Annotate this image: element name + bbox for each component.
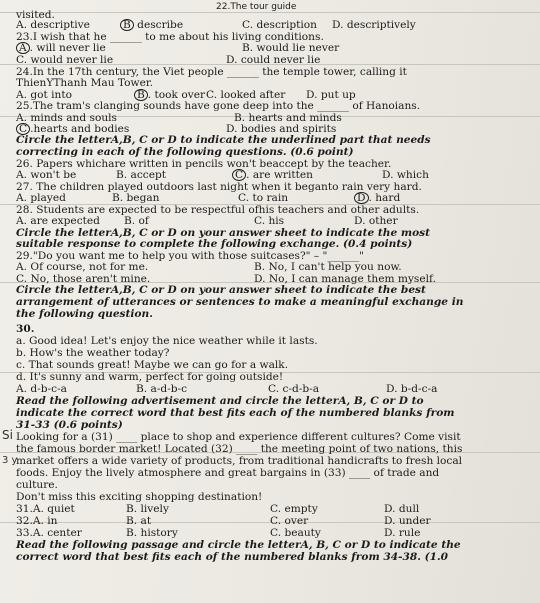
header-fragment: 22.The tour guide [216, 2, 297, 12]
q27-option-d-circled: D . hard [354, 192, 400, 204]
passage-line-2: the famous border market! Located (32) ____ the meeting point of two nations, this [16, 443, 463, 455]
instruction-error-correction-line2: correcting in each of the following questions. (0.6 point) [16, 146, 354, 158]
q30-utterance-d: d. It's sunny and warm, perfect for going outside! [16, 371, 284, 383]
q26-option-c-circled: C . are written [232, 169, 313, 181]
q30-utterance-c: c. That sounds great! Maybe we can go for a walk. [16, 359, 289, 371]
instruction-arrangement-line3: the following question. [16, 308, 153, 320]
instruction-arrangement-line2: arrangement of utterances or sentences to make a meaningful exchange in [16, 296, 464, 308]
passage-line-4: foods. Enjoy the lively atmosphere and great bargains in (33) ____ of trade and [16, 467, 440, 479]
q28-stem: 28. Students are expected to be respectful ofhis teachers and other adults. [16, 204, 420, 216]
passage-line-3: market offers a wide variety of products, from traditional handicrafts to fresh local [16, 455, 463, 467]
q24-option-b-circled: B . took over [134, 89, 205, 101]
q22-continuation: visited. [16, 9, 55, 21]
q27-stem: 27. The children played outdoors last night when it beganto rain very hard. [16, 181, 422, 193]
passage-line-6: Don't miss this exciting shopping destination! [16, 491, 263, 503]
q25-option-c-circled: C .hearts and bodies [16, 123, 129, 135]
instruction-exchange-line2: suitable response to complete the following exchange. (0.4 points) [16, 238, 413, 250]
worksheet-page: 22.The tour guide visited. A. descriptive B describe C. description D. descriptively 23.I wish that he ______ to me about his living conditions. A . will never lie B. would lie never C. would never lie D. could never lie 24.In the 17th century, the Viet people ______ the temple tower, calling it ThienYThanh Mau Tower. A. got into B . took over C. looked after D. put up 25.The tram's clanging sounds have gone deep into the ______ of Hanoians. A. minds and souls B. hearts and minds C .hearts and bodies D. bodies and spirits Circle the letterA,B, C or D to indicate the underlined part that needs correcting in each of the following questions. (0.6 point) 26. Papers whichare written in pencils won't beaccept by the teacher. A. won't be B. accept C . are written D. which 27. The children played outdoors last night when it beganto rain very hard. A. played B. began C. to rain D . hard 28. Students are expected to be respectful ofhis teachers and other adults. A. are expected B. of C. his D. other Circle the letterA,B, C or D on your answer sheet to indicate the most suitable response to complete the following exchange. (0.4 points) 29."Do you want me to help you with those suitcases?" – "______" A. Of course, not for me. B. No, I can't help you now. C. No, those aren't mine. D. No, I can manage them myself. Circle the letterA,B, C or D on your answer sheet to indicate the best arrangement of utterances or sentences to make a meaningful exchange in the following question. 30. a. Good idea! Let's enjoy the nice weather while it lasts. b. How's the weather today? c. That sounds great! Maybe we can go for a walk. d. It's sunny and warm, perfect for going outside! A. d-b-c-a B. a-d-b-c C. c-d-b-a D. b-d-c-a Read the following advertisement and circle the letterA, B, C or D to indicate the correct word that best fits each of the numbered blanks from 31-33 (0.6 points) Si Looking for a (31) ____ place to shop and experience different cultures? Come visit the famous border market! Located (32) ____ the meeting point of two nations, this 3 y market offers a wide variety of products, from traditional handicrafts to fresh local foods. Enjoy the lively atmosphere and great bargains in (33) ____ of trade and culture. Don't miss this exciting shopping destination! 31.A. quiet B. lively C. empty D. dull 32.A. in B. at C. over D. under 33.A. center B. history C. beauty D. rule Read the following passage and circle the letterA, B, C or D to indicate the correct word that best fits each of the numbered blanks from 34-38. (1.0 [0, 0, 540, 603]
instruction-exchange-line1: Circle the letterA,B, C or D on your answer sheet to indicate the most [16, 227, 431, 239]
q29-stem: 29."Do you want me to help you with those suitcases?" – "______" [16, 250, 365, 262]
passage-line-1: Looking for a (31) ____ place to shop and experience different cultures? Come visit [16, 431, 461, 443]
q26-stem: 26. Papers whichare written in pencils won't beaccept by the teacher. [16, 158, 392, 170]
q25-stem: 25.The tram's clanging sounds have gone deep into the ______ of Hanoians. [16, 100, 421, 112]
instruction-error-correction-line1: Circle the letterA,B, C or D to indicate the underlined part that needs [16, 134, 431, 146]
q24-stem: 24.In the 17th century, the Viet people ______ the temple tower, calling it [16, 66, 407, 78]
q30-utterance-a: a. Good idea! Let's enjoy the nice weather while it lasts. [16, 335, 318, 347]
q30-utterance-b: b. How's the weather today? [16, 347, 170, 359]
instruction-passage-line2: correct word that best fits each of the numbered blanks from 34-38. (1.0 [16, 551, 449, 563]
passage-line-5: culture. [16, 479, 58, 491]
margin-handwriting-mark: Si [2, 428, 13, 442]
instruction-advertisement-line2: indicate the correct word that best fits each of the numbered blanks from [16, 407, 455, 419]
q22-option-b-circled: B describe [120, 19, 183, 31]
q30-number: 30. [16, 323, 35, 335]
instruction-advertisement-line3: 31-33 (0.6 points) [16, 419, 123, 431]
q24-continuation: ThienYThanh Mau Tower. [16, 77, 154, 89]
margin-handwriting-mark-2: 3 y [2, 455, 18, 466]
instruction-passage-line1: Read the following passage and circle the letterA, B, C or D to indicate the [16, 539, 461, 551]
q23-stem: 23.I wish that he ______ to me about his living conditions. [16, 31, 324, 43]
instruction-advertisement-line1: Read the following advertisement and circle the letterA, B, C or D to [16, 395, 424, 407]
q23-option-a-circled: A . will never lie [16, 42, 106, 54]
instruction-arrangement-line1: Circle the letterA,B, C or D on your answer sheet to indicate the best [16, 284, 426, 296]
